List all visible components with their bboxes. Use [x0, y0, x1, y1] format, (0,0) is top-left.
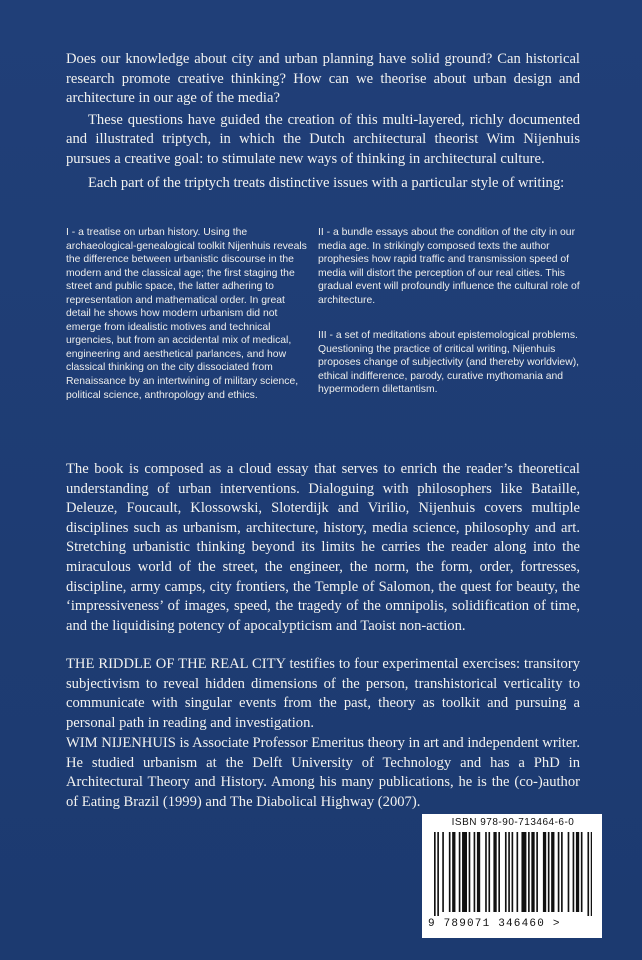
barcode-bar	[561, 832, 563, 912]
barcode-bar	[591, 832, 592, 916]
barcode-bar	[568, 832, 570, 912]
barcode-bar	[551, 832, 554, 912]
parts-left-column	[66, 226, 310, 402]
barcode-bar	[587, 832, 589, 916]
description-section	[66, 460, 580, 636]
part-2-text: II - a bundle essays about the condition of the city in our media age. In strikingly composed texts the author prophesies how rapid traffic and transmission speed of media will distort the perception of our real cities. This gradual event will profoundly influence the cultural role of architecture.	[318, 227, 580, 306]
isbn-label: ISBN 978-90-713464-6-0	[451, 817, 575, 828]
barcode-bar	[434, 832, 436, 916]
barcode-bar	[581, 832, 583, 912]
barcode-bar	[517, 832, 519, 912]
author-bio-paragraph: WIM NIJENHUIS is Associate Professor Emeritus theory in art and independent writer. He studied urbanism at the Delft University of Technology and has a PhD in Architectural Theory and History. Among his many publications, he is the (co-)author of Eating Brazil (1999) and The Diabolical Highway (2007).	[66, 735, 580, 810]
barcode-bar	[477, 832, 480, 912]
barcode-label	[422, 814, 602, 938]
description-paragraph: The book is composed as a cloud essay that serves to enrich the reader’s theoretical understanding of urban interventions. Dialoguing with philosophers like Bataille, Deleuze, Foucault, Klossowski, Sloterdijk and Virilio, Nijenhuis covers multiple disciplines such as urbanism, architecture, history, media science, philosophy and art. Stretching urbanistic thinking beyond its limits he carries the reader along into the miraculous world of the street, the engineer, the norm, the form, order, fortresses, discipline, army camps, city frontiers, the Temple of Salomon, the quest for beauty, the ‘impressiveness’ of images, speed, the tragedy of the omnipolis, solidification of time, and the liquidising potency of apocalypticism and Taoist non-action.	[66, 461, 580, 634]
barcode-bar	[576, 832, 579, 912]
barcode-bar	[469, 832, 471, 912]
barcode-bar	[505, 832, 507, 912]
author-bio-section	[66, 734, 580, 812]
barcode-bars	[432, 832, 592, 916]
barcode-bar	[512, 832, 514, 912]
barcode-bar	[493, 832, 496, 912]
barcode-bar	[531, 832, 534, 912]
barcode-bar	[521, 832, 526, 912]
part-3-text: III - a set of meditations about epistemological problems. Questioning the practice of critical writing, Nijenhuis proposes change of subjectivity (and thereby worldview), ethical indifference, parody, curative mythomania and hypermodern dilettantism.	[318, 330, 580, 396]
barcode-bar	[488, 832, 490, 912]
barcode-bar	[558, 832, 560, 912]
barcode-bar	[474, 832, 476, 912]
barcode-bar	[449, 832, 451, 912]
barcode-bar	[498, 832, 500, 912]
parts-right-column	[318, 226, 588, 397]
barcode-bar	[536, 832, 538, 912]
riddle-paragraph: THE RIDDLE OF THE REAL CITY testifies to four experimental exercises: transitory subjectivism to reveal hidden dimensions of the person, transhistorical verticality to communicate with singular events from the past, theory as toolkit and pursuing a personal path in reading and investigation.	[66, 656, 580, 731]
barcode-bar	[508, 832, 510, 912]
triptych-parts	[66, 226, 590, 440]
intro-paragraph-1: Does our knowledge about city and urban planning have solid ground? Can historical research promote creative thinking? How can we theorise about urban design and architecture in our age of the media?	[66, 51, 580, 107]
barcode-bar	[543, 832, 546, 912]
barcode-bar	[485, 832, 487, 912]
ean-digits: 9 789071 346460 >	[428, 918, 561, 930]
barcode-bar	[462, 832, 467, 912]
barcode-bar	[528, 832, 530, 912]
riddle-section	[66, 655, 580, 733]
barcode-bar	[459, 832, 461, 912]
barcode-bar	[442, 832, 444, 912]
barcode-bar	[437, 832, 439, 916]
intro-paragraph-2: These questions have guided the creation of this multi-layered, richly documented and illustrated triptych, in which the Dutch architectural theorist Wim Nijenhuis pursues a creative goal: to stimulate new ways of thinking in architectural culture.	[66, 111, 580, 167]
barcode-bar	[548, 832, 550, 912]
part-1-text: I - a treatise on urban history. Using the archaeological-genealogical toolkit Nijenhuis reveals the difference between urbanistic discourse in the modern and the classical age; the first staging the street and public space, the latter adhering to representation and mathematical order. In great detail he shows how modern urbanism did not emerge from idealistic motives and technical urgencies, but from an accidental mix of medical, engineering and aesthetical parlances, and how classical thinking on the city dissociated from Renaissance by an intertwining of military science, political science, anthropology and ethics.	[66, 227, 307, 401]
intro-section	[66, 50, 580, 193]
intro-paragraph-3: Each part of the triptych treats distinctive issues with a particular style of writing:	[88, 174, 565, 191]
barcode-bar	[452, 832, 455, 912]
barcode-bar	[573, 832, 575, 912]
